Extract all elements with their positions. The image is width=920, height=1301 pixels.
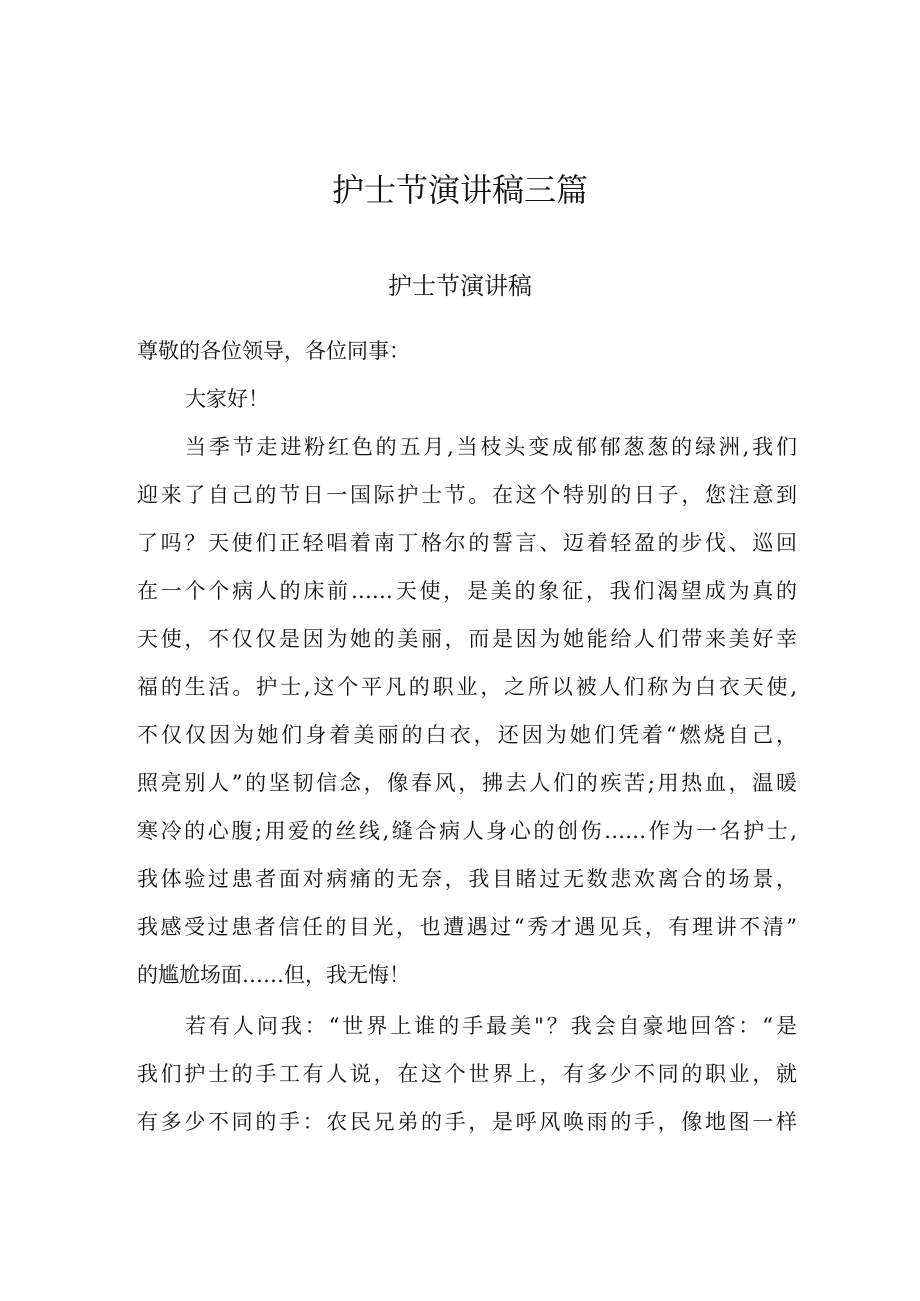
paragraph-line: 我感受过患者信任的目光，也遭遇过“秀才遇见兵，有理讲不清”: [137, 915, 797, 939]
paragraph-line: 我们护士的手工有人说，在这个世界上，有多少不同的职业，就: [137, 1062, 797, 1086]
paragraph-line: 寒冷的心腹;用爱的丝线,缝合病人身心的创伤……作为一名护士,: [137, 819, 797, 843]
salutation-line: 尊敬的各位领导，各位同事：: [137, 339, 410, 363]
speech-title: 护士节演讲稿: [388, 272, 532, 300]
paragraph-line: 迎来了自己的节日一国际护士节。在这个特别的日子，您注意到: [137, 483, 797, 507]
paragraph-line: 福的生活。护士,这个平凡的职业，之所以被人们称为白衣天使,: [137, 675, 797, 699]
paragraph-line: 有多少不同的手：农民兄弟的手，是呼风唤雨的手，像地图一样: [137, 1110, 797, 1134]
paragraph-line: 我体验过患者面对病痛的无奈，我目睹过无数悲欢离合的场景，: [137, 867, 797, 891]
paragraph-line: 在一个个病人的床前……天使，是美的象征，我们渴望成为真的: [137, 579, 797, 603]
paragraph-line: 了吗？天使们正轻唱着南丁格尔的誓言、迈着轻盈的步伐、巡回: [137, 531, 797, 555]
paragraph-line: 天使，不仅仅是因为她的美丽，而是因为她能给人们带来美好幸: [137, 627, 797, 651]
paragraph-line: 的尴尬场面……但，我无悔！: [137, 963, 410, 987]
paragraph-line: 照亮别人”的坚韧信念，像春风，拂去人们的疾苦;用热血，温暖: [137, 771, 797, 795]
paragraph-line: 不仅仅因为她们身着美丽的白衣，还因为她们凭着“燃烧自己，: [137, 723, 797, 747]
document-title: 护士节演讲稿三篇: [331, 171, 588, 209]
paragraph-line: 当季节走进粉红色的五月,当枝头变成郁郁葱葱的绿洲,我们: [185, 435, 797, 459]
greeting-line: 大家好！: [185, 387, 269, 411]
paragraph-line: 若有人问我：“世界上谁的手最美"？我会自豪地回答：“是: [185, 1014, 797, 1038]
